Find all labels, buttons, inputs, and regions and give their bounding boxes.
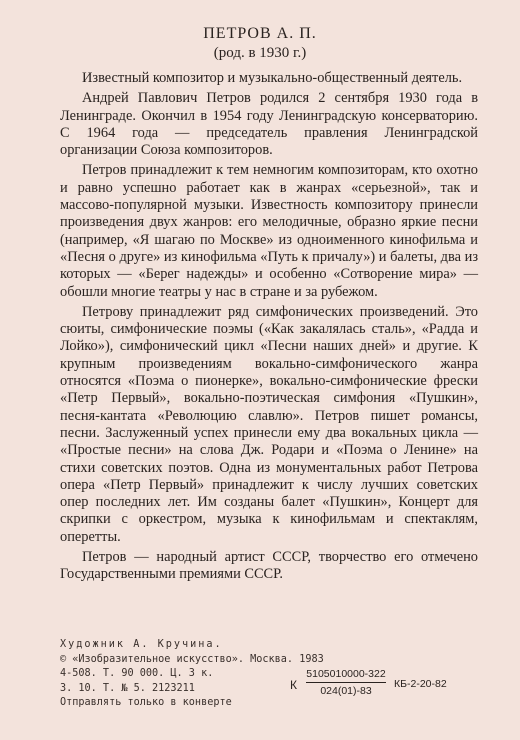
catalog-letter: К (290, 678, 297, 692)
paragraph: Андрей Павлович Петров родился 2 сентября 1930 года в Ленинграде. Окончил в 1954 году Ленинградскую консерваторию. С 1964 года — председатель правления Ленинградской организации Союза композиторов. (60, 90, 478, 159)
print-run-line: 4-508. Т. 90 000. Ц. 3 к. (60, 668, 214, 679)
catalog-denominator: 024(01)-83 (320, 685, 372, 697)
catalog-code-right: КБ-2-20-82 (394, 678, 447, 690)
catalog-fraction (306, 668, 386, 697)
publisher-line: © «Изобразительное искусство». Москва. 1983 (60, 653, 324, 665)
page-subtitle: (род. в 1930 г.) (213, 45, 307, 61)
biography-text (60, 70, 478, 587)
catalog-numerator: 5105010000-322 (306, 668, 386, 683)
paragraph: Известный композитор и музыкально-общественный деятель. (82, 70, 463, 86)
paragraph: Петров принадлежит к тем немногим композиторам, кто охотно и равно успешно работает как в жанрах «серьезной», так и массово-популярной музыки. Известность композитору принесли произведения двух жанров: его мелодичные, образно яркие песни (например, «Я шагаю по Москве» из одноименного кинофильма и «Песня о друге» из кинофильма «Путь к причалу») и балеты, два из которых — «Берег надежды» и особенно «Сотворение мира» — обошли многие театры у нас в стране и за рубежом. (60, 162, 478, 300)
mailing-note: Отправлять только в конверте (60, 697, 232, 708)
page-title: ПЕТРОВ А. П. (203, 25, 317, 42)
header (0, 24, 520, 63)
artist-credit: Художник А. Кручина. (60, 639, 223, 650)
order-line: З. 10. Т. № 5. 2123211 (60, 682, 195, 694)
paragraph: Петров — народный артист СССР, творчество его отмечено Государственными премиями СССР. (60, 549, 478, 583)
imprint (60, 638, 324, 711)
paragraph: Петрову принадлежит ряд симфонических произведений. Это сюиты, симфонические поэмы («Как закалялась сталь», «Радда и Лойко»), симфонический цикл «Песни наших дней» и другие. К крупным произведениям вокально-симфонического жанра относятся «Поэма о пионерке», вокально-симфонические фрески «Петр Первый», вокально-поэтическая симфония «Пушкин», песня-кантата «Революцию славлю». Петров пишет романсы, песни. Заслуженный успех принесли ему два вокальных цикла — «Простые песни» на слова Дж. Родари и «Поэма о Ленине» на стихи советских поэтов. Одна из монументальных работ Петрова опера «Петр Первый» принадлежит к числу лучших советских опер последних лет. Им созданы балет «Пушкин», Концерт для скрипки с оркестром, музыка к кинофильмам и спектаклям, оперетты. (60, 303, 478, 545)
catalog-code (290, 666, 480, 706)
